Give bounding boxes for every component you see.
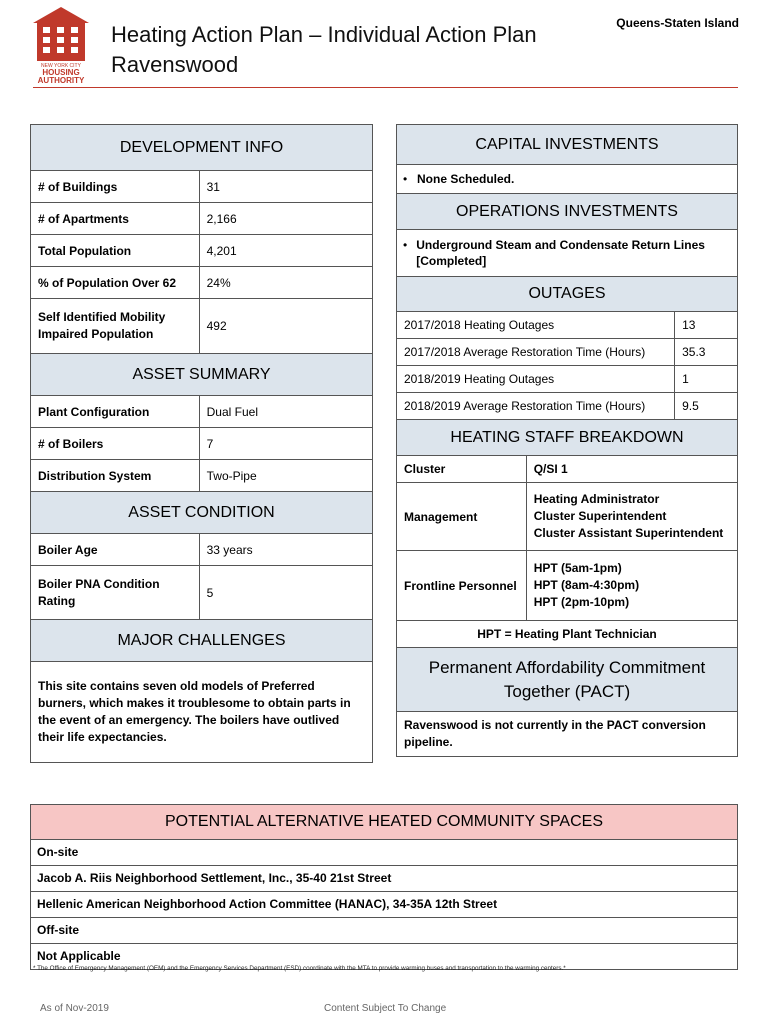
outages-1819-value: 1 bbox=[675, 366, 738, 393]
distribution-label: Distribution System bbox=[31, 460, 200, 492]
table-row: Not Applicable bbox=[37, 949, 121, 963]
asset-summary-header: ASSET SUMMARY bbox=[31, 354, 373, 396]
outages-1718-label: 2017/2018 Heating Outages bbox=[397, 312, 675, 339]
restoration-1718-label: 2017/2018 Average Restoration Time (Hours) bbox=[397, 339, 675, 366]
buildings-value: 31 bbox=[199, 171, 372, 203]
population-value: 4,201 bbox=[199, 235, 372, 267]
boilers-label: # of Boilers bbox=[31, 428, 200, 460]
over62-label: % of Population Over 62 bbox=[31, 267, 200, 299]
management-label: Management bbox=[397, 483, 527, 551]
staff-breakdown-header: HEATING STAFF BREAKDOWN bbox=[397, 420, 738, 456]
restoration-1819-label: 2018/2019 Average Restoration Time (Hours) bbox=[397, 393, 675, 420]
capital-investments-list bbox=[397, 165, 738, 194]
capital-investments-header: CAPITAL INVESTMENTS bbox=[397, 125, 738, 165]
boilers-value: 7 bbox=[199, 428, 372, 460]
outages-1718-value: 13 bbox=[675, 312, 738, 339]
management-role: Cluster Superintendent bbox=[533, 509, 667, 523]
management-role: Cluster Assistant Superintendent bbox=[533, 526, 724, 540]
table-row: Jacob A. Riis Neighborhood Settlement, Inc., 35-40 21st Street bbox=[31, 866, 737, 892]
hpt-note: HPT = Heating Plant Technician bbox=[397, 621, 738, 648]
over62-value: 24% bbox=[199, 267, 372, 299]
management-values bbox=[526, 483, 737, 551]
distribution-value: Two-Pipe bbox=[199, 460, 372, 492]
mobility-value: 492 bbox=[199, 299, 372, 354]
page-title bbox=[111, 20, 537, 80]
footnote: * The Office of Emergency Management (OEM) and the Emergency Services Department (ESD) coordinate with the MTA to provide warming buses and transportation to the warming centers.* bbox=[33, 965, 566, 972]
boiler-age-value: 33 years bbox=[199, 534, 372, 566]
frontline-shift: HPT (8am-4:30pm) bbox=[533, 578, 640, 592]
cluster-value: Q/SI 1 bbox=[526, 456, 737, 483]
nycha-logo bbox=[33, 5, 93, 85]
cluster-label: Cluster bbox=[397, 456, 527, 483]
pact-header: Permanent Affordability Commitment Together (PACT) bbox=[397, 648, 738, 712]
asset-condition-header: ASSET CONDITION bbox=[31, 492, 373, 534]
operations-investments-header: OPERATIONS INVESTMENTS bbox=[397, 194, 738, 230]
table-row: Off-site bbox=[31, 918, 737, 944]
operations-investments-list bbox=[397, 230, 738, 277]
region-label: Queens-Staten Island bbox=[616, 16, 739, 30]
left-column bbox=[30, 124, 373, 763]
dev-info-header: DEVELOPMENT INFO bbox=[31, 125, 373, 171]
community-spaces-header: POTENTIAL ALTERNATIVE HEATED COMMUNITY SPACES bbox=[31, 805, 737, 840]
plant-config-label: Plant Configuration bbox=[31, 396, 200, 428]
population-label: Total Population bbox=[31, 235, 200, 267]
list-item: • None Scheduled. bbox=[403, 172, 515, 186]
frontline-label: Frontline Personnel bbox=[397, 551, 527, 621]
restoration-1819-value: 9.5 bbox=[675, 393, 738, 420]
pna-rating-label: Boiler PNA Condition Rating bbox=[31, 566, 200, 620]
plant-config-value: Dual Fuel bbox=[199, 396, 372, 428]
list-item: • Underground Steam and Condensate Return Lines [Completed] bbox=[403, 238, 705, 268]
management-role: Heating Administrator bbox=[533, 492, 660, 506]
right-column bbox=[396, 124, 738, 757]
logo-text-line2: HOUSING bbox=[42, 68, 80, 77]
table-row: On-site bbox=[31, 840, 737, 866]
buildings-label: # of Buildings bbox=[31, 171, 200, 203]
logo-text-line1: NEW YORK CITY bbox=[41, 63, 81, 69]
table-row: Hellenic American Neighborhood Action Committee (HANAC), 34-35A 12th Street bbox=[31, 892, 737, 918]
restoration-1718-value: 35.3 bbox=[675, 339, 738, 366]
footer-date: As of Nov-2019 bbox=[40, 1003, 109, 1014]
community-spaces-table bbox=[30, 804, 738, 970]
apartments-value: 2,166 bbox=[199, 203, 372, 235]
outages-1819-label: 2018/2019 Heating Outages bbox=[397, 366, 675, 393]
title-line2: Ravenswood bbox=[111, 52, 239, 77]
outages-header: OUTAGES bbox=[397, 277, 738, 312]
pact-text: Ravenswood is not currently in the PACT conversion pipeline. bbox=[397, 712, 738, 757]
major-challenges-text: This site contains seven old models of Preferred burners, which makes it troublesome to obtain parts in the event of an emergency. The boilers have outlived their life expectancies. bbox=[31, 662, 373, 763]
logo-text-line3: AUTHORITY bbox=[37, 76, 85, 85]
apartments-label: # of Apartments bbox=[31, 203, 200, 235]
footer-disclaimer: Content Subject To Change bbox=[324, 1003, 447, 1014]
frontline-values bbox=[526, 551, 737, 621]
header-divider bbox=[33, 87, 738, 88]
major-challenges-header: MAJOR CHALLENGES bbox=[31, 620, 373, 662]
pna-rating-value: 5 bbox=[199, 566, 372, 620]
frontline-shift: HPT (5am-1pm) bbox=[533, 561, 622, 575]
boiler-age-label: Boiler Age bbox=[31, 534, 200, 566]
title-line1: Heating Action Plan – Individual Action Plan bbox=[111, 22, 537, 47]
mobility-label: Self Identified Mobility Impaired Population bbox=[31, 299, 200, 354]
frontline-shift: HPT (2pm-10pm) bbox=[533, 595, 630, 609]
